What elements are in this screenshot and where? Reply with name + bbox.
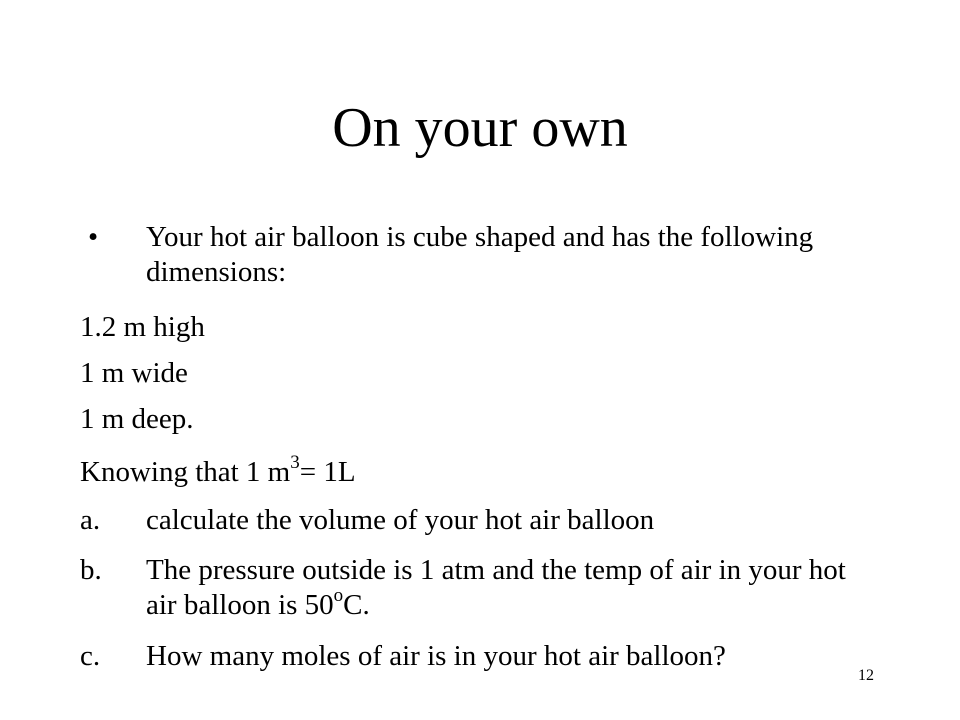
item-a-marker: a. [80, 504, 101, 536]
knowing-line [80, 452, 880, 490]
item-b-text-before: The pressure outside is 1 atm and the temp of air in your hot air balloon is 50 [146, 554, 846, 621]
item-c-marker: c. [80, 640, 101, 672]
page-number: 12 [858, 667, 874, 684]
item-b-text [146, 553, 866, 623]
dimension-depth: 1 m deep. [80, 403, 194, 435]
knowing-prefix: Knowing that 1 m [80, 456, 291, 488]
item-b-marker: b. [80, 554, 102, 586]
bullet-marker: • [88, 221, 99, 253]
item-a-text: calculate the volume of your hot air balloon [146, 504, 655, 536]
dimension-width: 1 m wide [80, 357, 188, 389]
degree-superscript: o [333, 585, 344, 607]
dimension-height: 1.2 m high [80, 311, 205, 343]
slide-title: On your own [332, 97, 628, 159]
knowing-suffix: = 1L [299, 456, 356, 488]
item-c-text: How many moles of air is in your hot air balloon? [146, 640, 726, 672]
item-b-text-after: C. [343, 589, 370, 621]
knowing-superscript: 3 [290, 452, 300, 474]
bullet-text: Your hot air balloon is cube shaped and has the following dimensions: [146, 221, 814, 288]
